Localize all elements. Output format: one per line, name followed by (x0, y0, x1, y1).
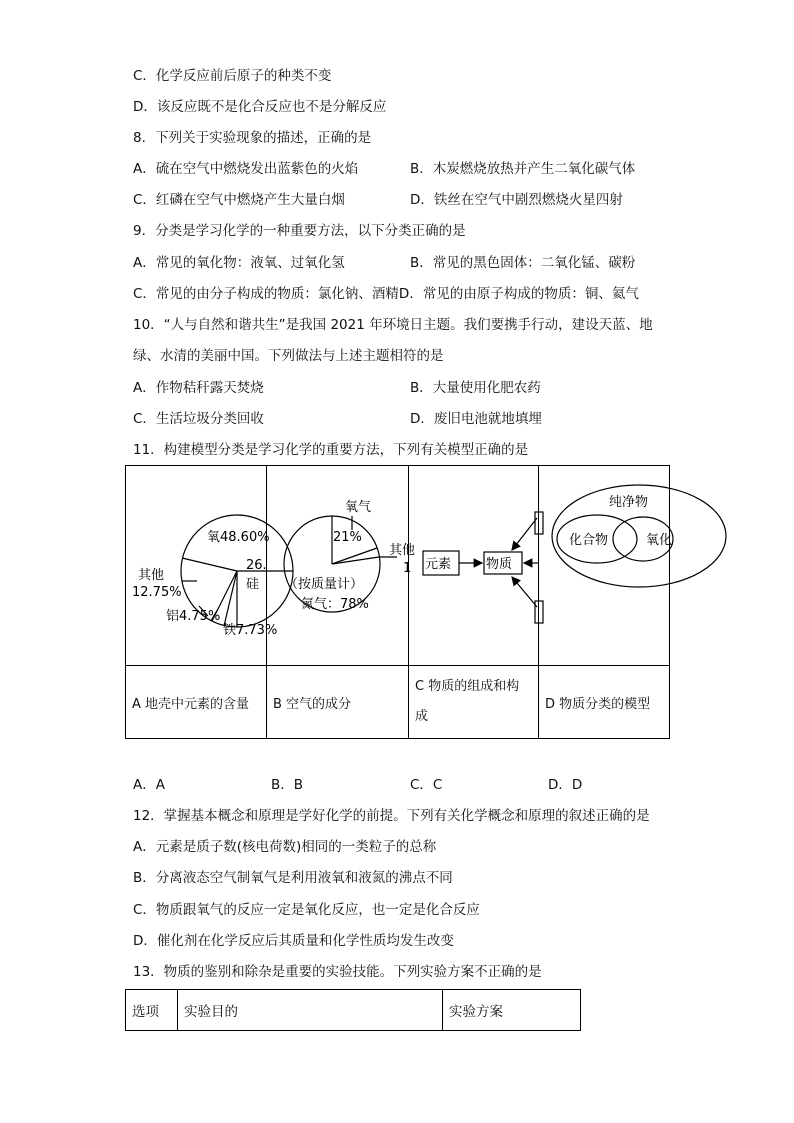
fig-d-cell (539, 466, 673, 666)
oxygen-label: 氧48.60% (207, 530, 270, 545)
caption-a: A 地壳中元素的含量 (126, 666, 267, 739)
q10-option-c: C．生活垃圾分类回收 (133, 411, 264, 427)
q11-option-b: B．B (271, 777, 304, 793)
oxygen-label: 氧气 (345, 500, 372, 515)
substance-composition-diagram (409, 466, 539, 665)
compound-label: 化合物 (569, 533, 609, 548)
silicon-percent-label: 26. (246, 558, 267, 573)
q9-option-a: A．常见的氧化物：液氧、过氧化氢 (133, 255, 345, 271)
by-mass-note: （按质量计） (285, 577, 364, 592)
fig-c-cell (409, 466, 539, 666)
other-percent-label: 12.75% (132, 585, 182, 600)
oxide-label: 氧化 (646, 533, 673, 548)
q12-option-a: A．元素是质子数(核电荷数)相同的一类粒子的总称 (133, 839, 437, 855)
q9-option-cd: C．常见的由分子构成的物质：氯化钠、酒精D．常见的由原子构成的物质：铜、氦气 (133, 286, 639, 302)
q7-option-c: C．化学反应前后原子的种类不变 (133, 68, 332, 84)
silicon-label: 硅 (246, 577, 260, 592)
q8-option-a: A．硫在空气中燃烧发出蓝紫色的火焰 (133, 161, 359, 177)
header-option: 选项 (126, 990, 178, 1031)
q9-stem: 9．分类是学习化学的一种重要方法，以下分类正确的是 (133, 223, 466, 239)
aluminum-label: 铝4.75% (166, 609, 221, 624)
caption-d: D 物质分类的模型 (539, 666, 670, 739)
q11-option-d: D．D (548, 777, 583, 793)
q7-option-d: D．该反应既不是化合反应也不是分解反应 (133, 99, 387, 115)
q11-option-a: A．A (133, 777, 165, 793)
other-label: 其他 (389, 543, 416, 558)
q10-option-b: B．大量使用化肥农药 (410, 380, 541, 396)
q8-stem: 8．下列关于实验现象的描述，正确的是 (133, 130, 372, 146)
q12-option-d: D．催化剂在化学反应后其质量和化学性质均发生改变 (133, 933, 454, 949)
substance-classification-diagram (539, 466, 673, 665)
q9-option-b: B．常见的黑色固体：二氧化锰、碳粉 (410, 255, 636, 271)
q12-option-b: B．分离液态空气制氧气是利用液氧和液氮的沸点不同 (133, 870, 453, 886)
caption-c: C 物质的组成和构成 (409, 666, 539, 739)
q11-model-table (125, 465, 673, 739)
nitrogen-label: 氮气：78% (301, 597, 369, 612)
oxygen-percent-label: 21% (333, 530, 362, 545)
q8-option-c: C．红磷在空气中燃烧产生大量白烟 (133, 192, 345, 208)
q8-option-b: B．木炭燃烧放热并产生二氧化碳气体 (410, 161, 636, 177)
header-purpose: 实验目的 (178, 990, 443, 1031)
iron-label: 铁7.73% (223, 623, 278, 638)
q11-option-c: C．C (410, 777, 443, 793)
q10-stem-line2: 绿、水清的美丽中国。下列做法与上述主题相符的是 (133, 348, 444, 364)
q10-stem-line1: 10．“人与自然和谐共生”是我国 2021 年环境日主题。我们要携手行动，建设天蓝、地 (133, 317, 653, 333)
substance-label: 物质 (486, 557, 513, 572)
pure-substance-label: 纯净物 (609, 495, 649, 510)
fig-a-cell (126, 466, 278, 666)
q13-table (125, 989, 581, 1031)
element-label: 元素 (425, 557, 452, 572)
other-percent-label: 1 (403, 561, 412, 576)
q12-stem: 12．掌握基本概念和原理是学好化学的前提。下列有关化学概念和原理的叙述正确的是 (133, 808, 650, 824)
q10-option-a: A．作物秸秆露天焚烧 (133, 380, 264, 396)
fig-b-cell (267, 466, 416, 666)
q13-stem: 13．物质的鉴别和除杂是重要的实验技能。下列实验方案不正确的是 (133, 964, 542, 980)
q12-option-c: C．物质跟氧气的反应一定是氧化反应，也一定是化合反应 (133, 902, 480, 918)
header-plan: 实验方案 (443, 990, 581, 1031)
q8-option-d: D．铁丝在空气中剧烈燃烧火星四射 (410, 192, 623, 208)
other-label: 其他 (138, 568, 165, 583)
caption-b: B 空气的成分 (267, 666, 409, 739)
q10-option-d: D．废旧电池就地填埋 (410, 411, 542, 427)
earth-crust-pie-diagram (126, 466, 278, 665)
q11-stem: 11．构建模型分类是学习化学的重要方法，下列有关模型正确的是 (133, 442, 529, 458)
air-composition-pie-diagram (267, 466, 416, 665)
